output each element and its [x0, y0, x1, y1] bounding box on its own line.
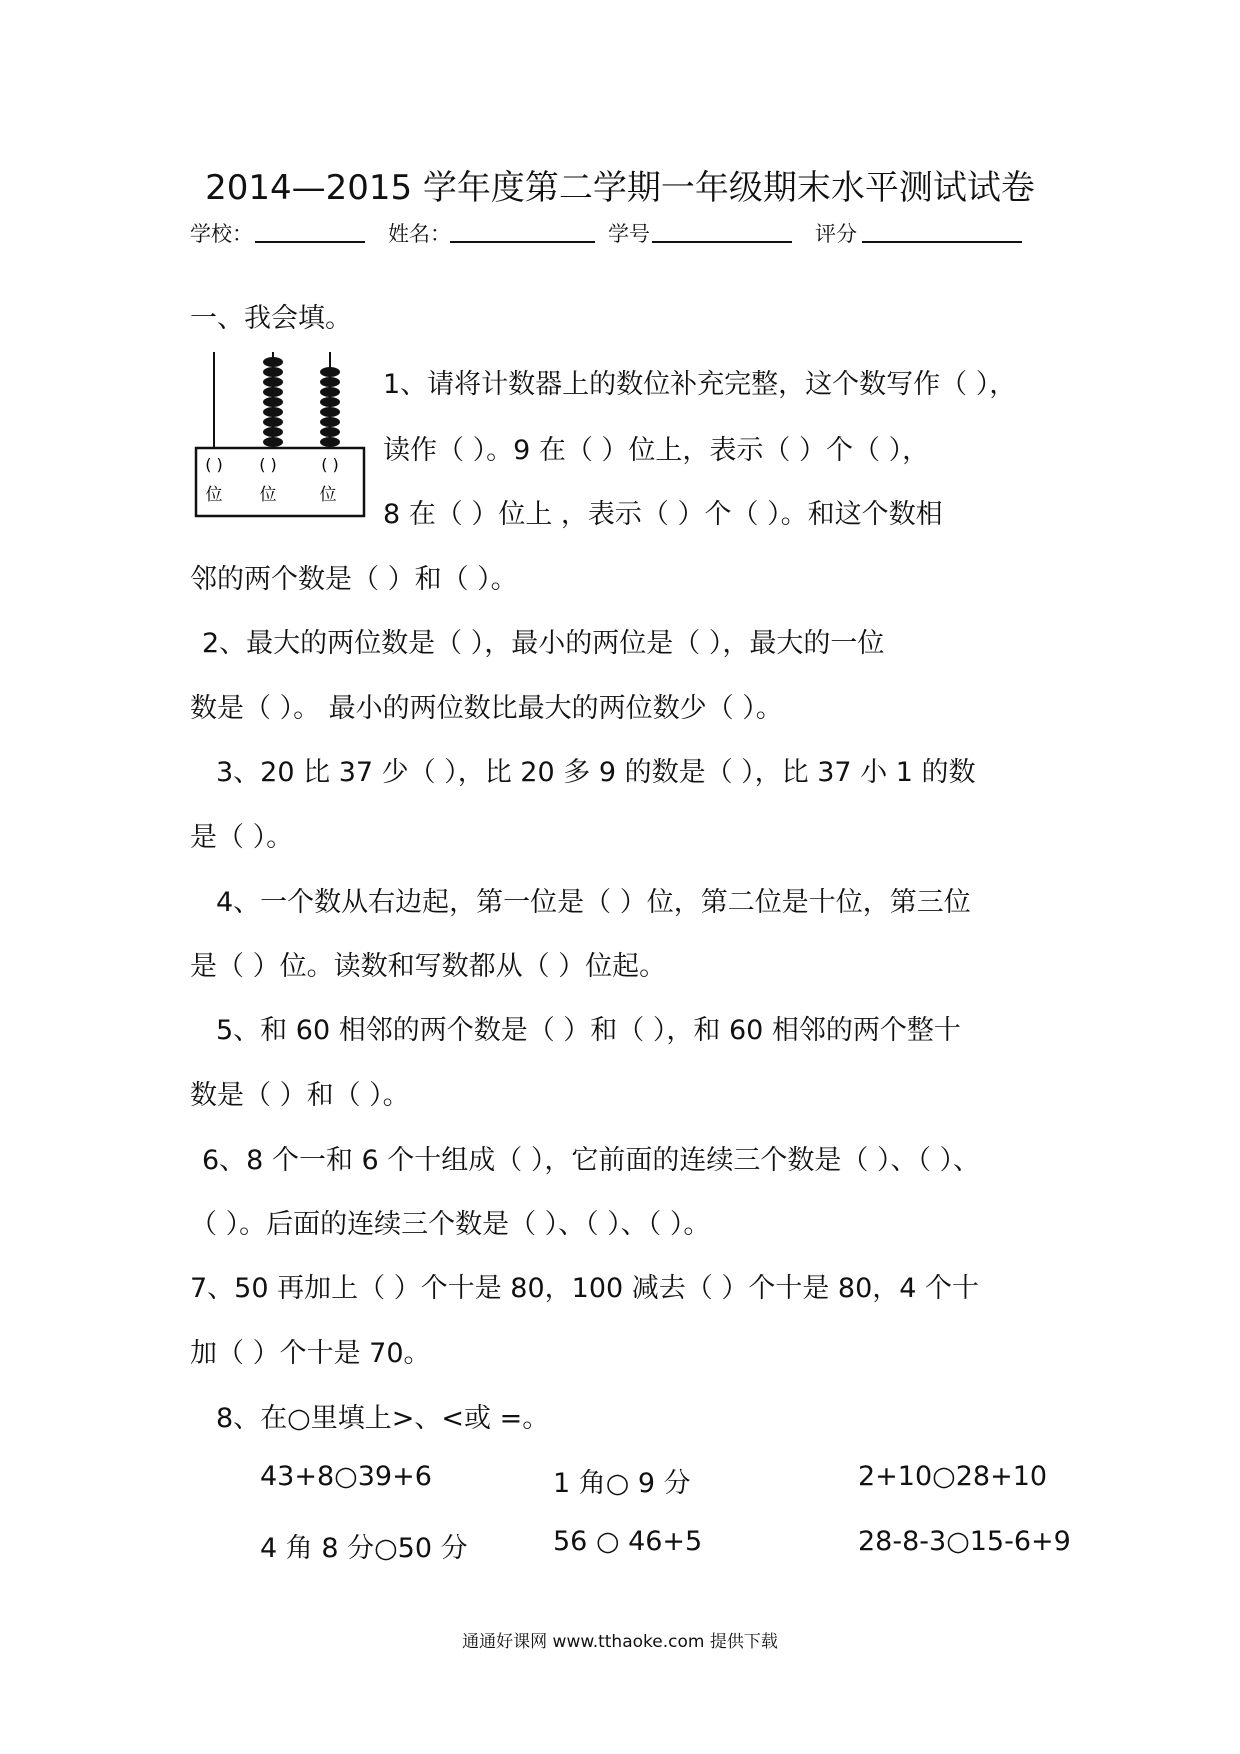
footer-credit: 通通好课网 www.tthaoke.com 提供下载 — [462, 1632, 778, 1652]
section-heading: 一、我会填。 — [190, 303, 352, 334]
compare-item: 43+8○39+6 — [260, 1461, 432, 1492]
compare-item: 1 角○ 9 分 — [553, 1468, 691, 1499]
compare-item: 28-8-3○15-6+9 — [858, 1526, 1071, 1557]
q5-line-2: 数是（ ）和（ ）。 — [190, 1080, 410, 1111]
school-field[interactable] — [255, 241, 365, 243]
abacus-beads-ones — [320, 367, 340, 447]
student-number-label: 学号 — [608, 222, 650, 246]
score-label: 评分 — [815, 222, 857, 246]
page-title: 2014—2015 学年度第二学期一年级期末水平测试试卷 — [205, 168, 1035, 208]
q4-line-1: 4、一个数从右边起，第一位是（ ）位，第二位是十位，第三位 — [216, 887, 971, 918]
q7-line-1: 7、50 再加上（ ）个十是 80，100 减去（ ）个十是 80，4 个十 — [190, 1273, 980, 1304]
q3-line-2: 是（ ）。 — [190, 822, 294, 853]
q4-line-2: 是（ ）位。读数和写数都从（ ）位起。 — [190, 951, 667, 982]
school-label: 学校： — [190, 222, 253, 246]
q3-line-1: 3、20 比 37 少（ ），比 20 多 9 的数是（ ），比 37 小 1 的数 — [216, 757, 976, 788]
score-field[interactable] — [862, 241, 1022, 243]
student-number-field[interactable] — [652, 241, 792, 243]
compare-item: 4 角 8 分○50 分 — [260, 1533, 468, 1564]
q2-line-2: 数是（ ）。 最小的两位数比最大的两位数少（ ）。 — [190, 693, 783, 724]
q6-line-1: 6、8 个一和 6 个十组成（ ），它前面的连续三个数是（ ）、（ ）、 — [202, 1145, 981, 1176]
q7-line-2: 加（ ）个十是 70。 — [190, 1338, 431, 1369]
q5-line-1: 5、和 60 相邻的两个数是（ ）和（ ），和 60 相邻的两个整十 — [216, 1015, 961, 1046]
q1-line-4: 邻的两个数是（ ）和（ ）。 — [190, 564, 518, 595]
abacus-unit-ones: 位 — [319, 485, 337, 505]
abacus-figure — [190, 348, 370, 523]
abacus-unit-tens: 位 — [259, 485, 277, 505]
abacus-slot-tens: ( ) — [259, 455, 277, 474]
q8-instruction: 8、在○里填上>、<或 =。 — [216, 1403, 550, 1434]
name-label: 姓名： — [388, 222, 451, 246]
abacus-beads-tens — [263, 357, 283, 447]
q1-line-2: 读作（ ）。9 在（ ）位上，表示（ ）个（ ）， — [383, 435, 930, 466]
q1-line-3: 8 在（ ）位上 ，表示（ ）个（ ）。和这个数相 — [383, 499, 943, 530]
compare-item: 56 ○ 46+5 — [553, 1526, 703, 1557]
name-field[interactable] — [450, 241, 595, 243]
abacus-slot-ones: ( ) — [321, 455, 339, 474]
q2-line-1: 2、最大的两位数是（ ），最小的两位是（ ），最大的一位 — [202, 628, 885, 659]
abacus-slot-hundreds: ( ) — [205, 455, 223, 474]
q6-line-2: （ ）。后面的连续三个数是（ ）、（ ）、（ ）。 — [190, 1209, 711, 1240]
compare-item: 2+10○28+10 — [858, 1461, 1048, 1492]
abacus-unit-hundreds: 位 — [205, 485, 223, 505]
q1-line-1: 1、请将计数器上的数位补充完整，这个数写作（ ）， — [383, 369, 1017, 400]
